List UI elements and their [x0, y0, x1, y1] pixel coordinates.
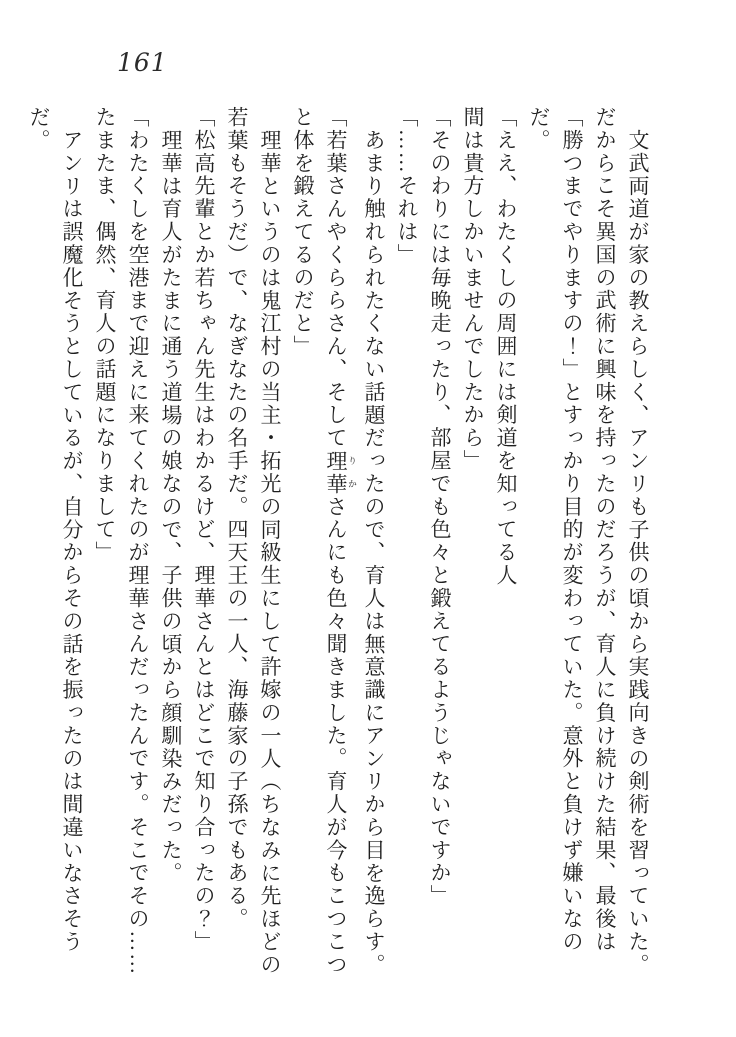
text-line-13: 「松高先輩とか若ちゃん先生はわかるけど、理華さんとはどこで知り合ったの？」 [192, 106, 216, 954]
furigana-ruby: 理華 りか [324, 449, 357, 496]
text-line-2: だからこそ異国の武術に興味を持ったのだろうが、育人に負け続けた結果、最後は [593, 106, 617, 954]
text-line-7: 「……それは」 [395, 106, 419, 267]
text-line-3: 「勝つまでやりますの！」とすっかり目的が変わっていた。意外と負けず嫌いなのだ。 [527, 106, 584, 954]
text-line-15: 「わたくしを空港まで迎えに来てくれたのが理華さんだったんです。そこでその…… [126, 106, 150, 977]
text-line-5: 間は貴方しかいませんでしたから」 [461, 106, 485, 473]
furigana-text: りか [347, 449, 357, 496]
text-line-8: あまり触れられたくない話題だったので、育人は無意識にアンリから目を逸らす。 [362, 129, 386, 977]
text-line-6: 「そのわりには毎晩走ったり、部屋でも色々と鍛えてるようじゃないですか」 [428, 106, 452, 908]
text-line-1: 文武両道が家の教えらしく、アンリも子供の頃から実践向きの剣術を習っていた。 [626, 129, 650, 977]
text-line-12: 若葉もそうだ）で、なぎなたの名手だ。四天王の一人、海藤家の子孫でもある。 [225, 106, 249, 931]
text-block [22, 106, 654, 978]
text-line-16: たまたま、偶然、育人の話題になりまして」 [93, 106, 117, 564]
text-line-4: 「ええ、わたくしの周囲には剣道を知ってる人 [494, 106, 518, 587]
text-line-9: 「若葉さんやくららさん、そして理華 りかさんにも色々聞きました。育人が今もこつこつ [324, 106, 357, 977]
page-number: 161 [117, 48, 168, 77]
text-line-17: アンリは誤魔化そうとしているが、自分からその話を振ったのは間違いなさそうだ。 [27, 106, 84, 954]
text-line-14: 理華は育人がたまに通う道場の娘なので、子供の頃から顔馴染みだった。 [159, 129, 183, 885]
text-line-11: 理華というのは鬼江村の当主・拓光の同級生にして許嫁の一人（ちなみに先ほどの [258, 129, 282, 977]
text-line-10: と体を鍛えてるのだと」 [291, 106, 315, 358]
